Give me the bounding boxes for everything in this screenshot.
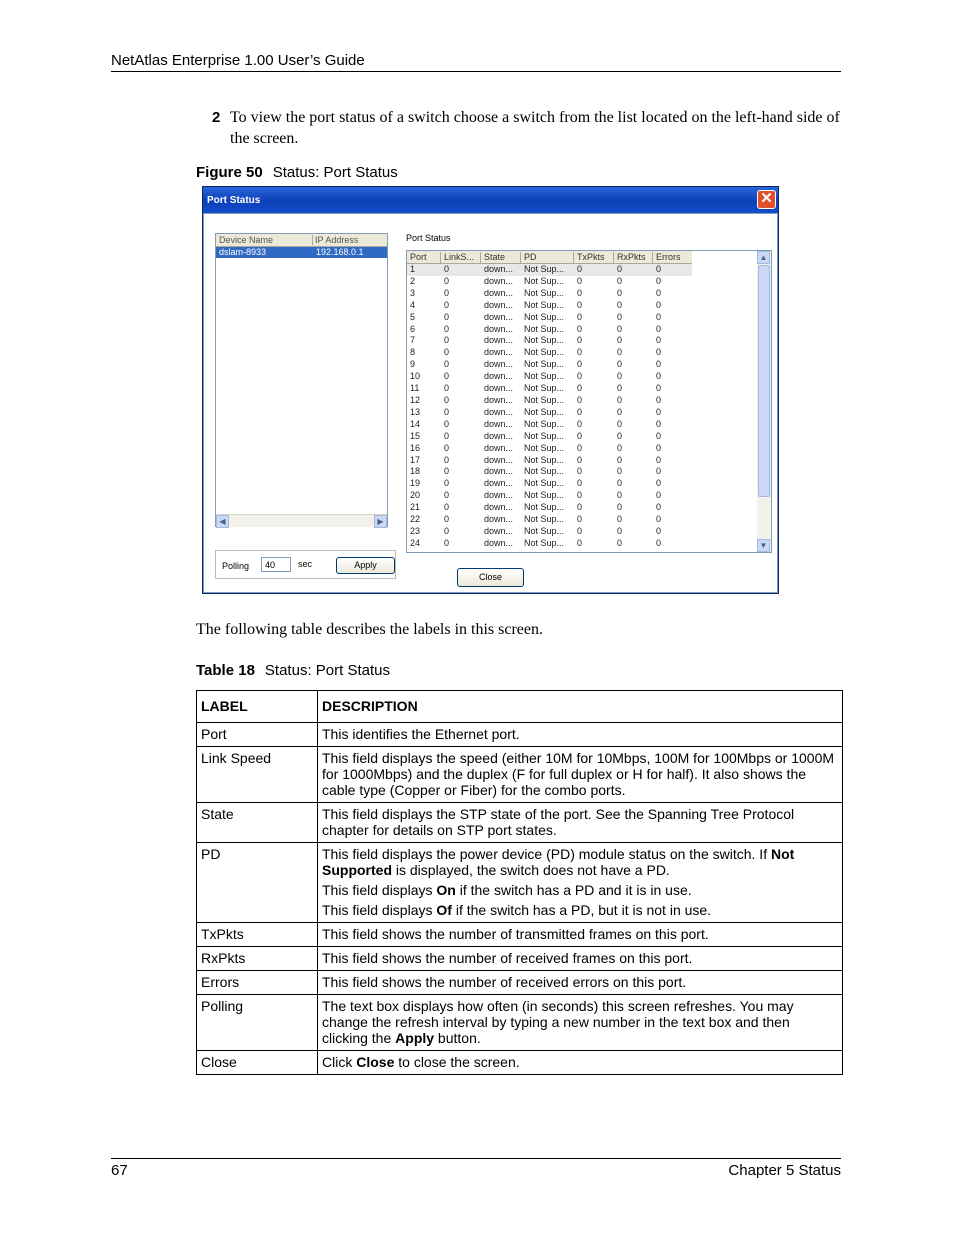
port-cell: 0 — [617, 537, 623, 548]
port-row[interactable] — [407, 324, 757, 336]
device-list-header — [216, 234, 387, 247]
port-cell: down... — [484, 394, 514, 405]
port-cell: down... — [484, 478, 514, 489]
port-cell: 10 — [410, 371, 421, 382]
scroll-down-icon[interactable]: ▼ — [757, 539, 770, 552]
port-cell: Not Sup... — [524, 323, 565, 334]
port-cell: 0 — [444, 394, 450, 405]
scroll-up-icon[interactable]: ▲ — [757, 251, 770, 264]
bold-term: Not Supported — [322, 846, 795, 878]
port-cell: Not Sup... — [524, 347, 565, 358]
port-cell: 19 — [410, 478, 421, 489]
port-cell: 0 — [617, 418, 623, 429]
row-label: Link Speed — [197, 747, 318, 803]
port-cell: 0 — [656, 371, 662, 382]
port-cell: 23 — [410, 525, 421, 536]
port-cell: 0 — [577, 359, 583, 370]
table-header-row — [197, 691, 843, 723]
port-row[interactable] — [407, 419, 757, 431]
port-cell: Not Sup... — [524, 514, 565, 525]
port-cell: 0 — [577, 442, 583, 453]
port-cell: down... — [484, 466, 514, 477]
row-label: Port — [197, 723, 318, 747]
port-cell: 0 — [656, 406, 662, 417]
port-cell: 0 — [577, 287, 583, 298]
pd-desc-2 — [322, 882, 838, 898]
port-table-header — [407, 251, 692, 264]
step-text: To view the port status of a switch choose a switch from the list located on the left-hand side of the screen. — [230, 109, 840, 147]
port-cell: 0 — [656, 347, 662, 358]
port-cell: 0 — [444, 430, 450, 441]
text: if the switch has a PD and it is in use. — [455, 882, 692, 898]
port-cell: 0 — [577, 406, 583, 417]
col-state[interactable]: State — [480, 252, 505, 264]
port-cell: 2 — [410, 275, 416, 286]
port-row[interactable] — [407, 455, 757, 467]
port-cell: down... — [484, 406, 514, 417]
scroll-right-icon[interactable]: ▶ — [374, 515, 387, 528]
col-device-name[interactable]: Device Name — [219, 235, 274, 245]
port-cell: down... — [484, 335, 514, 346]
port-cell: 0 — [577, 335, 583, 346]
table-row — [197, 923, 843, 947]
scroll-thumb[interactable] — [758, 265, 770, 497]
port-row[interactable] — [407, 431, 757, 443]
port-cell: 0 — [656, 275, 662, 286]
port-status-dialog — [202, 186, 779, 594]
port-row[interactable] — [407, 502, 757, 514]
port-cell: 0 — [656, 502, 662, 513]
port-cell: 12 — [410, 394, 421, 405]
port-cell: 0 — [617, 466, 623, 477]
port-cell: down... — [484, 514, 514, 525]
step-number: 2 — [212, 109, 221, 126]
port-cell: 0 — [577, 371, 583, 382]
port-cell: 22 — [410, 514, 421, 525]
horizontal-scrollbar[interactable] — [216, 514, 387, 527]
port-cell: 9 — [410, 359, 416, 370]
port-cell: 1 — [410, 264, 416, 274]
bold-term: On — [436, 882, 456, 898]
bold-term: Close — [356, 1054, 395, 1070]
port-rows — [407, 264, 757, 550]
port-cell: 0 — [656, 323, 662, 334]
port-cell: 0 — [656, 490, 662, 501]
row-description — [318, 1051, 843, 1075]
port-cell: 14 — [410, 418, 421, 429]
port-cell: 0 — [577, 264, 583, 274]
port-cell: 0 — [444, 359, 450, 370]
intro-paragraph: The following table describes the labels in this screen. — [196, 621, 544, 638]
figure-label: Figure 50 — [196, 164, 263, 181]
port-row[interactable] — [407, 347, 757, 359]
port-cell: 17 — [410, 454, 421, 465]
text: is displayed, the switch does not have a PD. — [392, 862, 670, 878]
port-cell: 0 — [656, 394, 662, 405]
port-cell: 0 — [577, 490, 583, 501]
row-description: This field shows the number of transmitted frames on this port. — [318, 923, 843, 947]
port-cell: Not Sup... — [524, 442, 565, 453]
port-cell: Not Sup... — [524, 383, 565, 394]
port-cell: 0 — [444, 406, 450, 417]
port-cell: Not Sup... — [524, 478, 565, 489]
port-cell: 0 — [577, 454, 583, 465]
port-cell: 0 — [617, 430, 623, 441]
pd-desc-1 — [322, 846, 838, 878]
port-cell: 0 — [656, 478, 662, 489]
device-row[interactable] — [216, 247, 387, 258]
text: Click — [322, 1054, 357, 1070]
port-cell: 0 — [617, 371, 623, 382]
header-rule — [111, 71, 841, 72]
dialog-title-bar — [203, 187, 778, 213]
running-header: NetAtlas Enterprise 1.00 User’s Guide — [111, 52, 365, 69]
row-description: This field displays the STP state of the port. See the Spanning Tree Protocol chapter for details on STP port states. — [318, 803, 843, 843]
port-cell: 5 — [410, 311, 416, 322]
col-errors[interactable]: Errors — [652, 252, 681, 264]
port-cell: Not Sup... — [524, 502, 565, 513]
port-row[interactable] — [407, 312, 757, 324]
bold-term: Of — [436, 902, 452, 918]
row-description: This field shows the number of received errors on this port. — [318, 971, 843, 995]
port-cell: 0 — [577, 418, 583, 429]
table-row — [197, 995, 843, 1051]
port-cell: 0 — [577, 466, 583, 477]
port-cell: 0 — [444, 525, 450, 536]
port-cell: 0 — [617, 275, 623, 286]
port-cell: 0 — [577, 537, 583, 548]
port-row[interactable] — [407, 335, 757, 347]
port-cell: 0 — [656, 264, 662, 274]
port-cell: 0 — [617, 406, 623, 417]
row-description: This identifies the Ethernet port. — [318, 723, 843, 747]
port-status-table — [406, 250, 772, 553]
port-cell: 0 — [617, 490, 623, 501]
close-icon[interactable]: ✕ — [757, 190, 776, 209]
port-cell: Not Sup... — [524, 418, 565, 429]
port-cell: 13 — [410, 406, 421, 417]
port-cell: Not Sup... — [524, 371, 565, 382]
port-cell: 0 — [617, 347, 623, 358]
row-description — [318, 995, 843, 1051]
port-cell: 0 — [656, 466, 662, 477]
port-cell: down... — [484, 502, 514, 513]
port-row[interactable] — [407, 288, 757, 300]
footer-rule — [111, 1158, 841, 1159]
port-cell: 11 — [410, 383, 420, 394]
step-2 — [212, 107, 844, 149]
text: This field displays the power device (PD) module status on the switch. If — [322, 846, 771, 862]
port-cell: 0 — [656, 454, 662, 465]
port-cell: 0 — [617, 359, 623, 370]
table-title: Status: Port Status — [264, 662, 390, 679]
polling-input[interactable] — [261, 557, 291, 572]
port-cell: down... — [484, 359, 514, 370]
port-cell: 21 — [410, 502, 421, 513]
table-row — [197, 1051, 843, 1075]
header-label: LABEL — [197, 691, 318, 723]
port-cell: 0 — [577, 347, 583, 358]
page-number: 67 — [111, 1162, 128, 1179]
port-cell: 18 — [410, 466, 421, 477]
chapter-label: Chapter 5 Status — [728, 1162, 841, 1179]
port-cell: Not Sup... — [524, 287, 565, 298]
port-cell: 0 — [444, 264, 450, 274]
port-row[interactable] — [407, 276, 757, 288]
text: if the switch has a PD, but it is not in use. — [451, 902, 712, 918]
port-cell: Not Sup... — [524, 299, 565, 310]
text: The text box displays how often (in seconds) this screen refreshes. You may change the refresh interval by typing a new number in the text box and then clicking the — [322, 998, 794, 1046]
port-cell: 24 — [410, 537, 421, 548]
port-cell: 0 — [617, 264, 623, 274]
port-cell: down... — [484, 383, 514, 394]
port-cell: 0 — [656, 537, 662, 548]
scroll-left-icon[interactable]: ◀ — [216, 515, 229, 528]
port-cell: down... — [484, 454, 514, 465]
table-caption — [196, 662, 390, 679]
table-row — [197, 947, 843, 971]
port-cell: Not Sup... — [524, 359, 565, 370]
port-cell: 0 — [444, 287, 450, 298]
figure-caption — [196, 164, 398, 181]
dialog-body — [203, 213, 778, 593]
port-cell: 0 — [577, 383, 583, 394]
row-label: TxPkts — [197, 923, 318, 947]
port-cell: 6 — [410, 323, 416, 334]
port-cell: 0 — [577, 311, 583, 322]
row-description: This field displays the speed (either 10M for 10Mbps, 100M for 100Mbps or 1000M for 1000Mbps) and the duplex (F for full duplex or H for half). It also shows the cable type (Copper or Fiber) for the combo ports. — [318, 747, 843, 803]
label-description-table — [196, 690, 843, 1075]
device-list — [215, 233, 388, 527]
port-cell: 0 — [656, 514, 662, 525]
port-cell: down... — [484, 323, 514, 334]
table-row — [197, 747, 843, 803]
port-row[interactable] — [407, 538, 757, 550]
port-cell: 8 — [410, 347, 416, 358]
port-cell: down... — [484, 264, 514, 274]
col-txpkts[interactable]: TxPkts — [573, 252, 605, 264]
port-cell: 0 — [617, 287, 623, 298]
port-cell: 0 — [656, 442, 662, 453]
port-cell: down... — [484, 418, 514, 429]
port-cell: Not Sup... — [524, 537, 565, 548]
port-row[interactable] — [407, 383, 757, 395]
port-cell: 4 — [410, 299, 416, 310]
col-rxpkts[interactable]: RxPkts — [613, 252, 646, 264]
port-cell: 0 — [577, 275, 583, 286]
port-row[interactable] — [407, 300, 757, 312]
port-cell: 0 — [577, 299, 583, 310]
port-cell: 0 — [444, 490, 450, 501]
table-row — [197, 843, 843, 923]
row-label: State — [197, 803, 318, 843]
port-cell: 0 — [444, 311, 450, 322]
port-cell: 0 — [577, 502, 583, 513]
port-cell: 0 — [444, 466, 450, 477]
row-description — [318, 843, 843, 923]
port-cell: 0 — [617, 525, 623, 536]
port-cell: 0 — [656, 311, 662, 322]
port-cell: Not Sup... — [524, 264, 565, 274]
device-ip: 192.168.0.1 — [316, 247, 364, 257]
port-cell: 0 — [617, 335, 623, 346]
port-row[interactable] — [407, 490, 757, 502]
port-cell: 0 — [656, 525, 662, 536]
text: This field displays — [322, 882, 437, 898]
port-cell: 0 — [656, 418, 662, 429]
port-cell: Not Sup... — [524, 394, 565, 405]
col-port[interactable]: Port — [410, 252, 427, 262]
port-cell: 0 — [577, 394, 583, 405]
apply-button[interactable]: Apply — [336, 557, 395, 574]
port-cell: 0 — [617, 299, 623, 310]
close-button[interactable]: Close — [457, 568, 524, 587]
port-cell: 0 — [617, 478, 623, 489]
port-cell: 0 — [617, 454, 623, 465]
vertical-scrollbar[interactable] — [757, 251, 771, 552]
port-cell: down... — [484, 311, 514, 322]
port-row[interactable] — [407, 371, 757, 383]
polling-label: Polling — [222, 561, 250, 571]
pd-desc-3 — [322, 902, 838, 918]
port-row[interactable] — [407, 407, 757, 419]
port-cell: 0 — [656, 359, 662, 370]
port-row[interactable] — [407, 395, 757, 407]
port-cell: 7 — [410, 335, 416, 346]
table-row — [197, 803, 843, 843]
row-label: Close — [197, 1051, 318, 1075]
text: button. — [434, 1030, 481, 1046]
port-row[interactable] — [407, 526, 757, 538]
port-cell: 0 — [577, 430, 583, 441]
polling-unit: sec — [298, 559, 313, 569]
port-cell: Not Sup... — [524, 525, 565, 536]
port-cell: 0 — [444, 418, 450, 429]
port-cell: 0 — [444, 442, 450, 453]
port-cell: down... — [484, 299, 514, 310]
port-cell: 3 — [410, 287, 416, 298]
port-cell: 0 — [577, 478, 583, 489]
port-cell: 16 — [410, 442, 421, 453]
figure-title: Status: Port Status — [272, 164, 398, 181]
port-cell: down... — [484, 525, 514, 536]
port-cell: 0 — [444, 514, 450, 525]
port-cell: down... — [484, 442, 514, 453]
text: to close the screen. — [394, 1054, 520, 1070]
port-cell: down... — [484, 490, 514, 501]
port-cell: Not Sup... — [524, 275, 565, 286]
port-cell: 0 — [444, 383, 450, 394]
port-cell: Not Sup... — [524, 311, 565, 322]
port-cell: down... — [484, 537, 514, 548]
polling-group — [215, 550, 396, 579]
port-cell: 0 — [617, 311, 623, 322]
port-cell: 0 — [577, 323, 583, 334]
row-label: RxPkts — [197, 947, 318, 971]
port-cell: Not Sup... — [524, 335, 565, 346]
port-row[interactable] — [407, 478, 757, 490]
bold-term: Apply — [395, 1030, 435, 1046]
header-description: DESCRIPTION — [318, 691, 843, 723]
port-cell: 0 — [617, 502, 623, 513]
port-cell: 0 — [617, 394, 623, 405]
row-label: Errors — [197, 971, 318, 995]
port-cell: 0 — [617, 383, 623, 394]
table-row — [197, 971, 843, 995]
port-cell: down... — [484, 430, 514, 441]
port-cell: 0 — [444, 478, 450, 489]
port-cell: 0 — [577, 514, 583, 525]
port-cell: Not Sup... — [524, 454, 565, 465]
col-pd[interactable]: PD — [520, 252, 537, 264]
col-ip-address[interactable]: IP Address — [312, 235, 358, 245]
dialog-title: Port Status — [207, 195, 261, 206]
port-cell: 20 — [410, 490, 421, 501]
port-cell: 0 — [444, 502, 450, 513]
port-row[interactable] — [407, 514, 757, 526]
port-row[interactable] — [407, 466, 757, 478]
port-status-label: Port Status — [406, 233, 451, 243]
port-row[interactable] — [407, 359, 757, 371]
port-cell: 0 — [617, 514, 623, 525]
port-cell: Not Sup... — [524, 490, 565, 501]
port-cell: down... — [484, 371, 514, 382]
port-cell: down... — [484, 347, 514, 358]
row-label: PD — [197, 843, 318, 923]
port-row[interactable] — [407, 264, 692, 276]
port-cell: 0 — [617, 323, 623, 334]
port-cell: down... — [484, 287, 514, 298]
port-cell: 0 — [444, 537, 450, 548]
port-cell: 0 — [444, 275, 450, 286]
port-cell: 0 — [656, 430, 662, 441]
port-cell: down... — [484, 275, 514, 286]
port-cell: 0 — [444, 299, 450, 310]
port-cell: 0 — [656, 299, 662, 310]
port-cell: 0 — [656, 335, 662, 346]
port-cell: 0 — [617, 442, 623, 453]
port-cell: 15 — [410, 430, 421, 441]
port-cell: 0 — [444, 454, 450, 465]
text: This field displays — [322, 902, 437, 918]
port-cell: 0 — [444, 335, 450, 346]
col-link-speed[interactable]: LinkS... — [440, 252, 474, 264]
port-cell: Not Sup... — [524, 430, 565, 441]
table-label: Table 18 — [196, 662, 255, 679]
port-cell: Not Sup... — [524, 406, 565, 417]
table-row — [197, 723, 843, 747]
port-cell: 0 — [444, 347, 450, 358]
port-row[interactable] — [407, 443, 757, 455]
port-cell: Not Sup... — [524, 466, 565, 477]
port-cell: 0 — [444, 371, 450, 382]
port-cell: 0 — [444, 323, 450, 334]
row-description: This field shows the number of received frames on this port. — [318, 947, 843, 971]
device-name: dslam-8933 — [219, 247, 267, 257]
row-label: Polling — [197, 995, 318, 1051]
port-cell: 0 — [656, 383, 662, 394]
port-cell: 0 — [656, 287, 662, 298]
port-cell: 0 — [577, 525, 583, 536]
